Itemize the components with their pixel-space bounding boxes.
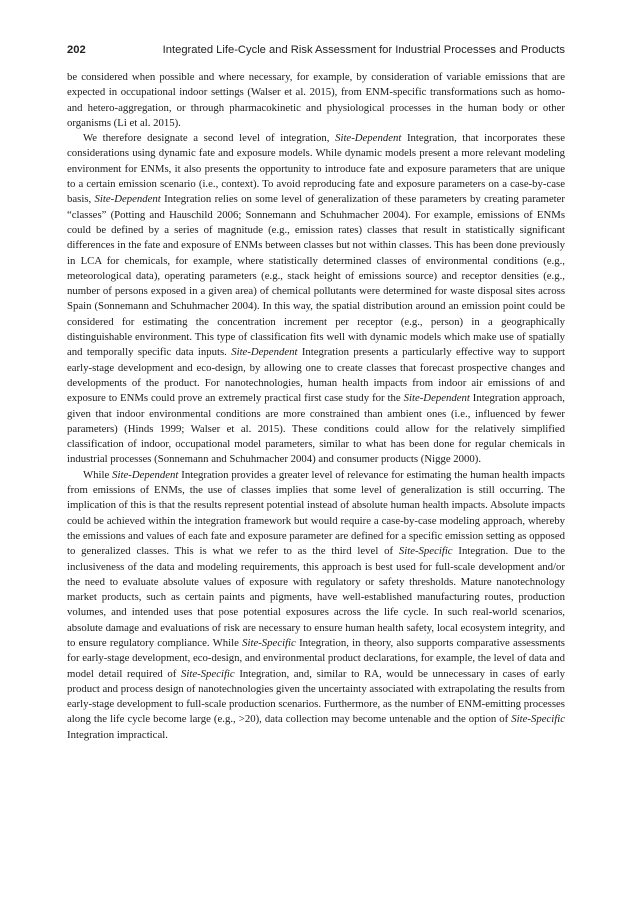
running-header <box>67 42 565 58</box>
text-run: Integration approach, given that indoor environmental conditions are more constrained than ambient ones (i.e., influenced by fewer parameters) (Hinds 1999; Walser et al. 2015). These conditions could allow for the relatively simplified classification of indoor, occupational model parameters, similar to what has been done for regular chemicals in industrial processes (Sonnemann and Schuhmacher 2004) and consumer products (Nigge 2000). <box>67 392 565 466</box>
text-run: While <box>83 468 113 481</box>
paragraph-site-specific <box>67 468 565 743</box>
italic-term: Site-Dependent <box>94 193 161 206</box>
italic-term: Site-Specific <box>180 667 235 680</box>
body-text <box>67 70 565 743</box>
italic-term: Site-Dependent <box>403 392 470 405</box>
italic-term: Site-Specific <box>242 636 296 649</box>
italic-term: Site-Specific <box>511 713 565 726</box>
paragraph-text: be considered when possible and where necessary, for example, by consideration of variable emissions that are expected in occupational indoor settings (Walser et al. 2015), from ENM-specific transformations such as homo- and hetero-aggregation, or through pharmacokinetic and physiological processes in the human body or other organisms (Li et al. 2015). <box>67 71 565 129</box>
text-run: We therefore designate a second level of integration, <box>83 132 336 145</box>
paragraph-site-dependent <box>67 131 565 468</box>
italic-term: Site-Specific <box>398 545 453 558</box>
text-run: Integration, and, similar to RA, would be unnecessary in cases of early product and process design of nanotechnologies given the uncertainty associated with extrapolating the results from early-stage development to full-scale production scenarios. Furthermore, as the number of ENM-emitting processes along the life cycle become large (e.g., >20), data collection may become untenable and the option of <box>67 667 565 726</box>
paragraph-continued <box>67 70 565 131</box>
page-number: 202 <box>67 44 86 56</box>
text-run: Integration, in theory, also supports comparative assessments for early-stage development, eco-design, and environmental product declarations, for example, the level of data and model detail required of <box>67 636 565 680</box>
text-run: Integration provides a greater level of relevance for estimating the human health impacts from emissions of ENMs, the use of classes implies that some level of generalization is still occurring. The implication of this is that the results represent potential instead of absolute human health impacts. Absolute impacts could be achieved within the integration framework but would require a case-by-case modeling approach, whereby the emissions and values of each fate and exposure parameter are defined for a specific emission setting as opposed to generalized classes. This is what we refer to as the third level of <box>67 468 565 558</box>
text-run: Integration relies on some level of generalization of these parameters by creating parameter “classes” (Potting and Hauschild 2006; Sonnemann and Schuhmacher 2004). For example, emissions of ENMs could be defined by a series of magnitude (e.g., emission rates) classes that result in statistically significant differences in the fate and exposure of ENMs between classes but not within classes. This has been done previously in LCA for chemicals, for example, where statistically determined classes of environmental conditions (e.g., meteorological data), operating parameters (e.g., stack height of emissions source) and receptor densities (e.g., number of persons exposed in a given area) of chemical pollutants were determined for waste disposal sites across Spain (Sonnemann and Schuhmacher 2004). In this way, the spatial distribution around an emission point could be considered for estimating the concentration increment per receptor (e.g., person) in a geographically distinguishable environment. This type of classification fits well with dynamic models which make use of spatially and temporally specific data inputs. <box>67 193 566 359</box>
italic-term: Site-Dependent <box>335 132 402 145</box>
italic-term: Site-Dependent <box>112 468 179 481</box>
text-run: Integration. Due to the inclusiveness of the data and modeling requirements, this approach is best used for full-scale development and/or the need to evaluate absolute values of exposure with regulatory or safety thresholds. Mature nanotechnology market products, such as certain paints and pigments, have well-established manufacturing routes, production volumes, and intended uses that pose potential exposures across the life cycle. In such real-world scenarios, absolute damage and evaluations of risk are necessary to ensure human health safety, local ecosystem integrity, and to ensure regulatory compliance. While <box>67 545 565 649</box>
italic-term: Site-Dependent <box>231 346 298 359</box>
running-title: Integrated Life-Cycle and Risk Assessment for Industrial Processes and Products <box>162 44 565 56</box>
text-run: Integration presents a particularly effective way to support early-stage development and eco-design, by allowing one to create classes that forecast prospective changes and developments of the product. For nanotechnologies, human health impacts from indoor air emissions of and exposure to ENMs could prove an extremely practical first case study for the <box>67 346 565 405</box>
text-run: Integration, that incorporates these considerations using dynamic fate and exposure models. While dynamic models present a more relevant modeling environment for ENMs, it also presents the opportunity to introduce fate and exposure parameters that are unique to a certain emission scenario (i.e., context). To avoid reproducing fate and exposure parameters on a case-by-case basis, <box>67 132 565 206</box>
text-run: Integration impractical. <box>67 728 168 741</box>
